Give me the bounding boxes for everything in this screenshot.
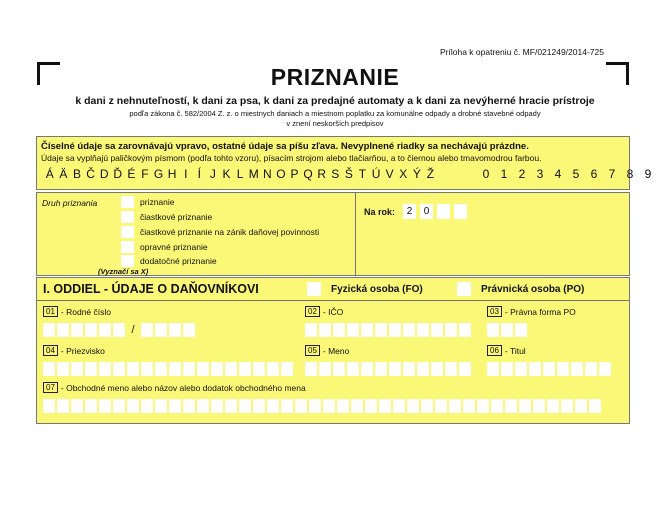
- annex-reference: Príloha k opatreniu č. MF/021249/2014-725: [440, 47, 604, 57]
- sample-letter: G: [153, 167, 164, 181]
- input-cell[interactable]: [71, 362, 83, 376]
- po-checkbox[interactable]: [457, 282, 471, 296]
- year-digit[interactable]: [437, 204, 450, 219]
- input-cell[interactable]: [333, 323, 345, 337]
- sample-digit: 8: [626, 167, 634, 181]
- input-cell[interactable]: [547, 399, 559, 413]
- input-cell[interactable]: [389, 362, 401, 376]
- input-cell[interactable]: [113, 399, 125, 413]
- input-cell[interactable]: [183, 399, 195, 413]
- sample-letter: Ď: [113, 167, 123, 181]
- sample-digit: 0: [482, 167, 490, 181]
- legal-form-input[interactable]: [487, 323, 529, 337]
- taxpayer-section: [36, 277, 630, 424]
- sample-letter: L: [236, 167, 244, 181]
- option-ciastkove[interactable]: [121, 211, 212, 223]
- input-cell[interactable]: [561, 399, 573, 413]
- input-cell[interactable]: [239, 362, 251, 376]
- input-cell[interactable]: [361, 323, 373, 337]
- input-cell[interactable]: [519, 399, 531, 413]
- input-cell[interactable]: [43, 323, 55, 337]
- input-cell[interactable]: [141, 399, 153, 413]
- input-cell[interactable]: [99, 362, 111, 376]
- sample-letter: X: [399, 167, 408, 181]
- first-name-input[interactable]: [305, 362, 473, 376]
- input-cell[interactable]: [57, 399, 69, 413]
- input-cell[interactable]: [445, 362, 457, 376]
- input-cell[interactable]: [585, 362, 597, 376]
- input-cell[interactable]: [533, 399, 545, 413]
- option-checkbox[interactable]: [121, 211, 134, 223]
- input-cell[interactable]: [43, 362, 55, 376]
- sample-letter: Č: [86, 167, 95, 181]
- sample-digit: 7: [608, 167, 616, 181]
- law-reference: podľa zákona č. 582/2004 Z. z. o miestnych daniach a miestnom poplatku za komunálne odpady a drobné stavebné odpady: [129, 109, 541, 118]
- input-cell[interactable]: [323, 399, 335, 413]
- sample-letter: P: [290, 167, 299, 181]
- sample-letter: K: [222, 167, 231, 181]
- sample-letter: J: [209, 167, 216, 181]
- input-cell[interactable]: [431, 323, 443, 337]
- input-cell[interactable]: [183, 362, 195, 376]
- birth-number-input[interactable]: [43, 323, 197, 337]
- input-cell[interactable]: [421, 399, 433, 413]
- input-cell[interactable]: [333, 362, 345, 376]
- sample-digit: 6: [590, 167, 598, 181]
- input-cell[interactable]: [113, 323, 125, 337]
- sample-digit: 2: [518, 167, 526, 181]
- ico-input[interactable]: [305, 323, 473, 337]
- input-cell[interactable]: [407, 399, 419, 413]
- option-dodatocne[interactable]: [121, 255, 217, 267]
- input-cell[interactable]: [501, 323, 513, 337]
- input-cell[interactable]: [99, 323, 111, 337]
- option-checkbox[interactable]: [121, 196, 134, 208]
- input-cell[interactable]: [571, 362, 583, 376]
- option-checkbox[interactable]: [121, 226, 134, 238]
- sample-letter: Á: [45, 167, 54, 181]
- field-07-label: 07 - Obchodné meno alebo názov alebo dodatok obchodného mena: [43, 382, 306, 393]
- input-cell[interactable]: [169, 323, 181, 337]
- sample-letter: I: [184, 167, 188, 181]
- input-cell[interactable]: [417, 323, 429, 337]
- sample-letter: O: [276, 167, 286, 181]
- input-cell[interactable]: [253, 399, 265, 413]
- sample-letter: Š: [344, 167, 353, 181]
- declaration-type-box: [36, 192, 630, 276]
- input-cell[interactable]: [57, 362, 69, 376]
- input-cell[interactable]: [99, 399, 111, 413]
- input-cell[interactable]: [43, 399, 55, 413]
- input-cell[interactable]: [575, 399, 587, 413]
- input-cell[interactable]: [393, 399, 405, 413]
- input-cell[interactable]: [589, 399, 601, 413]
- input-cell[interactable]: [309, 399, 321, 413]
- input-cell[interactable]: [375, 362, 387, 376]
- input-cell[interactable]: [253, 362, 265, 376]
- option-zanik[interactable]: [121, 226, 319, 238]
- field-06-label: 06 - Titul: [487, 345, 526, 356]
- sample-letter: Í: [197, 167, 201, 181]
- divider: [37, 300, 629, 301]
- input-cell[interactable]: [305, 323, 317, 337]
- input-cell[interactable]: [515, 323, 527, 337]
- slash: /: [131, 324, 135, 336]
- field-03-label: 03 - Právna forma PO: [487, 306, 576, 317]
- year-digit[interactable]: 0: [420, 204, 433, 219]
- input-cell[interactable]: [281, 399, 293, 413]
- po-label: Právnická osoba (PO): [481, 283, 585, 295]
- sample-letter: F: [141, 167, 149, 181]
- option-checkbox[interactable]: [121, 241, 134, 253]
- option-label: dodatočné priznanie: [140, 256, 217, 266]
- input-cell[interactable]: [351, 399, 363, 413]
- input-cell[interactable]: [501, 362, 513, 376]
- input-cell[interactable]: [347, 362, 359, 376]
- input-cell[interactable]: [141, 323, 153, 337]
- option-label: opravné priznanie: [140, 242, 208, 252]
- divider: [355, 193, 356, 275]
- input-cell[interactable]: [319, 323, 331, 337]
- field-01-label: 01 - Rodné číslo: [43, 306, 111, 317]
- input-cell[interactable]: [295, 399, 307, 413]
- page-title: PRIZNANIE: [270, 64, 400, 90]
- sample-letter: M: [248, 167, 259, 181]
- option-label: čiastkové priznanie na zánik daňovej povinnosti: [140, 227, 320, 237]
- input-cell[interactable]: [239, 399, 251, 413]
- input-cell[interactable]: [113, 362, 125, 376]
- input-cell[interactable]: [197, 362, 209, 376]
- input-cell[interactable]: [155, 399, 167, 413]
- sample-digit: 9: [644, 167, 652, 181]
- page-subtitle: k dani z nehnuteľností, k dani za psa, k dani za predajné automaty a k dani za nevýherné hracie prístroje: [75, 95, 595, 107]
- input-cell[interactable]: [417, 362, 429, 376]
- input-cell[interactable]: [169, 399, 181, 413]
- tax-year: [364, 204, 469, 219]
- input-cell[interactable]: [491, 399, 503, 413]
- input-cell[interactable]: [515, 362, 527, 376]
- sample-letter: H: [167, 167, 177, 181]
- input-cell[interactable]: [361, 362, 373, 376]
- input-cell[interactable]: [459, 362, 471, 376]
- sample-digit: 4: [554, 167, 562, 181]
- input-cell[interactable]: [459, 323, 471, 337]
- input-cell[interactable]: [85, 399, 97, 413]
- option-label: čiastkové priznanie: [140, 212, 213, 222]
- sample-letter: S: [331, 167, 340, 181]
- input-cell[interactable]: [211, 399, 223, 413]
- input-cell[interactable]: [487, 323, 499, 337]
- mark-x-note: (Vyznačí sa X): [98, 267, 149, 276]
- sample-letter: Ä: [59, 167, 68, 181]
- input-cell[interactable]: [435, 399, 447, 413]
- input-cell[interactable]: [127, 399, 139, 413]
- sample-letter: Ž: [426, 167, 435, 181]
- input-cell[interactable]: [281, 362, 293, 376]
- input-cell[interactable]: [85, 323, 97, 337]
- input-cell[interactable]: [477, 399, 489, 413]
- sample-letter: É: [127, 167, 136, 181]
- digit-sample: [477, 167, 657, 181]
- input-cell[interactable]: [431, 362, 443, 376]
- instructions-line1: Číselné údaje sa zarovnávajú vpravo, ostatné údaje sa píšu zľava. Nevyplnené riadky sa nechávajú prázdne.: [41, 141, 529, 152]
- option-opravne[interactable]: [121, 241, 208, 253]
- input-cell[interactable]: [141, 362, 153, 376]
- input-cell[interactable]: [379, 399, 391, 413]
- sample-letter: T: [358, 167, 367, 181]
- sample-letter: V: [385, 167, 394, 181]
- input-cell[interactable]: [225, 399, 237, 413]
- input-cell[interactable]: [505, 399, 517, 413]
- input-cell[interactable]: [267, 399, 279, 413]
- input-cell[interactable]: [375, 323, 387, 337]
- input-cell[interactable]: [197, 399, 209, 413]
- year-digit[interactable]: 2: [403, 204, 416, 219]
- input-cell[interactable]: [463, 399, 475, 413]
- surname-input[interactable]: [43, 362, 295, 376]
- option-label: priznanie: [140, 197, 175, 207]
- sample-letter: Q: [303, 167, 313, 181]
- input-cell[interactable]: [85, 362, 97, 376]
- tax-year-label: Na rok:: [364, 206, 396, 217]
- input-cell[interactable]: [319, 362, 331, 376]
- title-input[interactable]: [487, 362, 613, 376]
- fo-label: Fyzická osoba (FO): [331, 283, 423, 295]
- input-cell[interactable]: [347, 323, 359, 337]
- sample-digit: 1: [500, 167, 508, 181]
- input-cell[interactable]: [267, 362, 279, 376]
- input-cell[interactable]: [225, 362, 237, 376]
- input-cell[interactable]: [557, 362, 569, 376]
- law-reference-2: v znení neskorších predpisov: [286, 119, 384, 128]
- fo-option[interactable]: [307, 282, 423, 296]
- fo-checkbox[interactable]: [307, 282, 321, 296]
- input-cell[interactable]: [71, 399, 83, 413]
- input-cell[interactable]: [365, 399, 377, 413]
- input-cell[interactable]: [183, 323, 195, 337]
- input-cell[interactable]: [403, 323, 415, 337]
- input-cell[interactable]: [337, 399, 349, 413]
- instructions-line2: Údaje sa vyplňajú paličkovým písmom (podľa tohto vzoru), písacím strojom alebo tlačiarňou, a to čiernou alebo tmavomodrou farbou.: [41, 153, 542, 163]
- input-cell[interactable]: [529, 362, 541, 376]
- declaration-type-label: Druh priznania: [42, 198, 98, 208]
- input-cell[interactable]: [543, 362, 555, 376]
- input-cell[interactable]: [155, 362, 167, 376]
- sample-letter: Ý: [412, 167, 421, 181]
- field-04-label: 04 - Priezvisko: [43, 345, 105, 356]
- input-cell[interactable]: [487, 362, 499, 376]
- sample-digit: 3: [536, 167, 544, 181]
- option-priznanie[interactable]: [121, 196, 175, 208]
- input-cell[interactable]: [389, 323, 401, 337]
- section-title: I. ODDIEL - ÚDAJE O DAŇOVNÍKOVI: [43, 282, 259, 296]
- input-cell[interactable]: [211, 362, 223, 376]
- business-name-input[interactable]: [43, 399, 603, 413]
- input-cell[interactable]: [169, 362, 181, 376]
- input-cell[interactable]: [445, 323, 457, 337]
- instructions-box: [36, 136, 652, 190]
- year-digit[interactable]: [454, 204, 467, 219]
- input-cell[interactable]: [71, 323, 83, 337]
- letter-sample: [43, 167, 437, 181]
- field-05-label: 05 - Meno: [305, 345, 349, 356]
- input-cell[interactable]: [599, 362, 611, 376]
- sample-letter: R: [317, 167, 326, 181]
- input-cell[interactable]: [403, 362, 415, 376]
- option-checkbox[interactable]: [121, 255, 134, 267]
- sample-letter: B: [72, 167, 81, 181]
- input-cell[interactable]: [449, 399, 461, 413]
- po-option[interactable]: [457, 282, 584, 296]
- sample-letter: N: [262, 167, 272, 181]
- input-cell[interactable]: [57, 323, 69, 337]
- sample-letter: D: [99, 167, 109, 181]
- input-cell[interactable]: [127, 362, 139, 376]
- input-cell[interactable]: [155, 323, 167, 337]
- sample-digit: 5: [572, 167, 580, 181]
- sample-letter: Ú: [371, 167, 381, 181]
- field-02-label: 02 - IČO: [305, 306, 343, 317]
- input-cell[interactable]: [305, 362, 317, 376]
